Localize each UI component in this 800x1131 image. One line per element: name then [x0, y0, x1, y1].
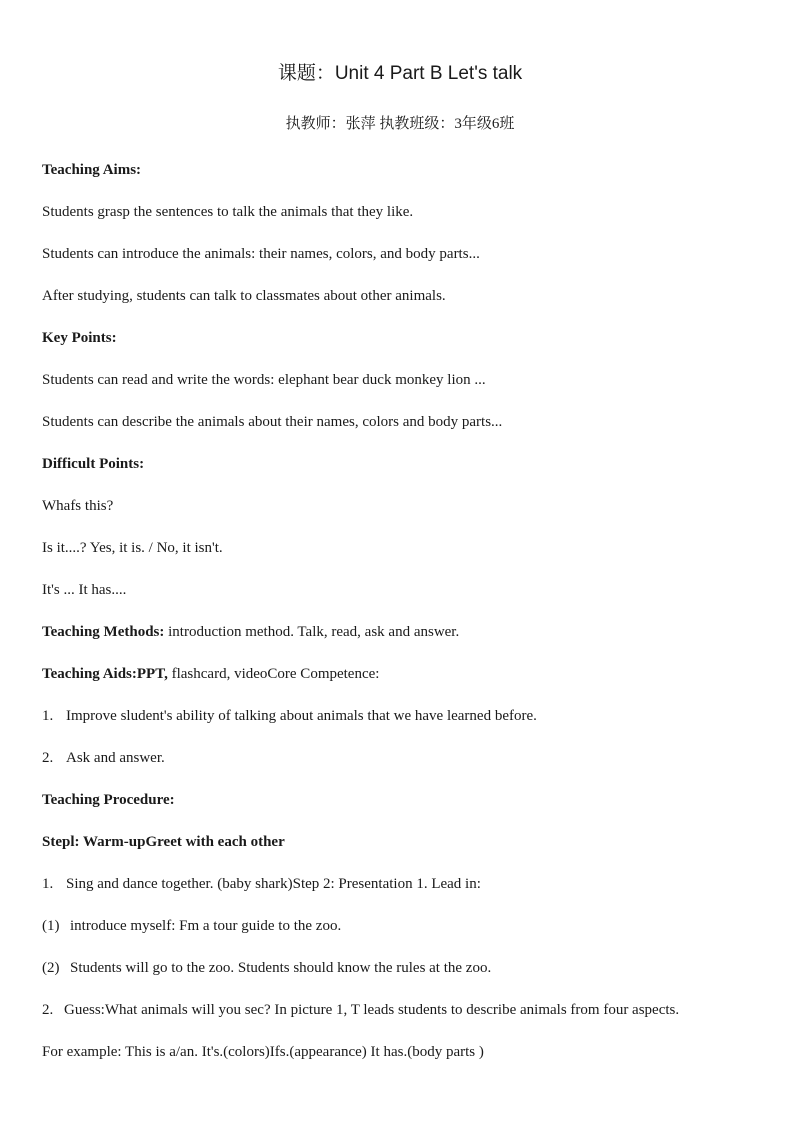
list-number: (2) — [42, 960, 60, 976]
list-number: 1. — [42, 708, 54, 724]
methods-label: Teaching Methods: — [42, 624, 165, 640]
competence-item — [42, 706, 762, 726]
list-text: Students will go to the zoo. Students should know the rules at the zoo. — [70, 960, 492, 976]
aids-label: Teaching Aids:PPT, — [42, 666, 168, 682]
difficult-point-item: Whafs this? — [42, 498, 114, 514]
list-number: (1) — [42, 918, 60, 934]
key-point-item: Students can describe the animals about their names, colors and body parts... — [42, 414, 503, 430]
list-number: 1. — [42, 876, 54, 892]
list-number: 2. — [42, 750, 54, 766]
procedure-item — [42, 1000, 762, 1020]
list-text: Ask and answer. — [66, 750, 165, 766]
list-text: Guess:What animals will you sec? In picture 1, T leads students to describe animals from four aspects. — [64, 1002, 680, 1018]
difficult-point-item: Is it....? Yes, it is. / No, it isn't. — [42, 540, 223, 556]
key-point-item: Students can read and write the words: elephant bear duck monkey lion ... — [42, 372, 486, 388]
aids-text: flashcard, videoCore Competence: — [167, 666, 380, 682]
key-points-heading: Key Points: — [42, 330, 117, 346]
procedure-subitem — [42, 916, 762, 936]
difficult-points-heading: Difficult Points: — [42, 456, 145, 472]
methods-text: introduction method. Talk, read, ask and answer. — [164, 624, 460, 640]
teaching-methods — [42, 622, 762, 642]
list-text: introduce myself: Fm a tour guide to the zoo. — [70, 918, 342, 934]
aim-item: Students can introduce the animals: their names, colors, and body parts... — [42, 246, 480, 262]
step1-heading: Stepl: Warm-upGreet with each other — [42, 834, 285, 850]
list-text: Sing and dance together. (baby shark)Step 2: Presentation 1. Lead in: — [66, 876, 481, 892]
difficult-point-item: It's ... It has.... — [42, 582, 127, 598]
procedure-heading: Teaching Procedure: — [42, 792, 175, 808]
procedure-subitem — [42, 958, 762, 978]
competence-item — [42, 748, 762, 768]
example-line: For example: This is a/an. It's.(colors)Ifs.(appearance) It has.(body parts ) — [42, 1044, 484, 1060]
list-text: Improve sludent's ability of talking about animals that we have learned before. — [66, 708, 537, 724]
aim-item: Students grasp the sentences to talk the animals that they like. — [42, 204, 414, 220]
aim-item: After studying, students can talk to classmates about other animals. — [42, 288, 446, 304]
list-number: 2. — [42, 1002, 54, 1018]
teacher-info: 执教师：张萍 执教班级：3年级6班 — [285, 116, 515, 132]
aims-heading: Teaching Aims: — [42, 162, 142, 178]
procedure-item — [42, 874, 762, 894]
teaching-aids — [42, 664, 762, 684]
page-title: 课题：Unit 4 Part B Let's talk — [277, 63, 523, 84]
